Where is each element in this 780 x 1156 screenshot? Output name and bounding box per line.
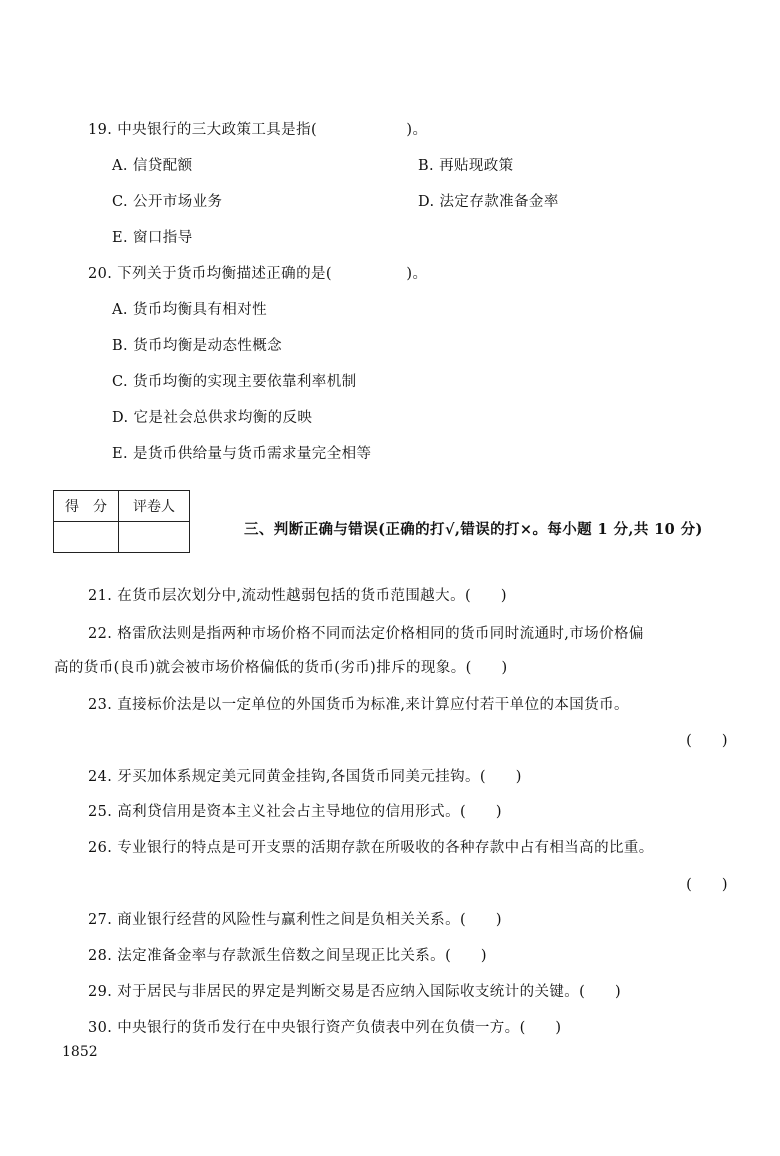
question-26: 26. 专业银行的特点是可开支票的活期存款在所吸收的各种存款中占有相当高的比重。 (88, 840, 654, 856)
question-20-option-a: A. 货币均衡具有相对性 (112, 302, 267, 318)
question-19-option-b: B. 再贴现政策 (418, 158, 514, 174)
question-19-option-e: E. 窗口指导 (112, 230, 193, 246)
question-20-option-c: C. 货币均衡的实现主要依靠利率机制 (112, 374, 357, 390)
question-29: 29. 对于居民与非居民的界定是判断交易是否应纳入国际收支统计的关键。( ) (88, 984, 622, 1000)
question-30: 30. 中央银行的货币发行在中央银行资产负债表中列在负债一方。( ) (88, 1020, 562, 1036)
question-19-stem: 19. 中央银行的三大政策工具是指( )。 (88, 122, 428, 138)
section-3-title: 三、判断正确与错误(正确的打√,错误的打×。每小题 1 分,共 10 分) (244, 521, 703, 538)
question-19-option-d: D. 法定存款准备金率 (418, 194, 559, 210)
score-header: 得 分 (54, 491, 119, 522)
question-23: 23. 直接标价法是以一定单位的外国货币为标准,来计算应付若干单位的本国货币。 (88, 697, 629, 713)
question-20-stem: 20. 下列关于货币均衡描述正确的是( )。 (88, 266, 428, 282)
question-27: 27. 商业银行经营的风险性与赢利性之间是负相关关系。( ) (88, 912, 502, 928)
question-26-answer-paren[interactable]: ( ) (686, 877, 728, 893)
question-19-option-a: A. 信贷配额 (112, 158, 193, 174)
question-19-option-c: C. 公开市场业务 (112, 194, 223, 210)
question-24: 24. 牙买加体系规定美元同黄金挂钩,各国货币同美元挂钩。( ) (88, 769, 522, 785)
question-22-line1: 22. 格雷欣法则是指两种市场价格不同而法定价格相同的货币同时流通时,市场价格偏 (88, 626, 644, 642)
question-20-option-e: E. 是货币供给量与货币需求量完全相等 (112, 446, 372, 462)
score-table (53, 490, 190, 553)
question-23-answer-paren[interactable]: ( ) (686, 733, 728, 749)
question-28: 28. 法定准备金率与存款派生倍数之间呈现正比关系。( ) (88, 948, 487, 964)
page-number: 1852 (62, 1044, 98, 1060)
question-22-line2: 高的货币(良币)就会被市场价格偏低的货币(劣币)排斥的现象。( ) (54, 660, 508, 676)
grader-header: 评卷人 (119, 491, 190, 522)
question-20-option-b: B. 货币均衡是动态性概念 (112, 338, 283, 354)
question-20-option-d: D. 它是社会总供求均衡的反映 (112, 410, 313, 426)
question-21: 21. 在货币层次划分中,流动性越弱包括的货币范围越大。( ) (88, 588, 507, 604)
question-25: 25. 高利贷信用是资本主义社会占主导地位的信用形式。( ) (88, 804, 502, 820)
grader-cell[interactable] (119, 522, 190, 553)
score-cell[interactable] (54, 522, 119, 553)
